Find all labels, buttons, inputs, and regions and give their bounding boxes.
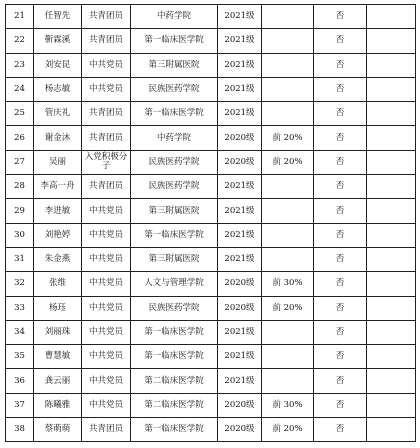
college-cell: 第三附属医院	[131, 199, 218, 223]
name-cell: 刘安昆	[34, 53, 82, 77]
name-cell: 朱金燕	[34, 247, 82, 271]
table-row	[6, 345, 416, 369]
rank-cell	[262, 77, 314, 101]
political-status-cell: 中共党员	[82, 247, 131, 271]
rank-cell	[262, 175, 314, 199]
row-number-cell: 37	[6, 393, 34, 417]
grade-cell: 2020级	[218, 150, 262, 174]
name-cell: 杨珏	[34, 296, 82, 320]
grade-cell: 2020级	[218, 418, 262, 442]
grade-cell: 2021级	[218, 29, 262, 53]
political-status-cell: 中共党员	[82, 345, 131, 369]
college-cell: 第三附属医院	[131, 247, 218, 271]
rank-cell	[262, 320, 314, 344]
row-number-cell: 26	[6, 126, 34, 150]
table-row	[6, 320, 416, 344]
grade-cell: 2021级	[218, 53, 262, 77]
row-number-cell: 28	[6, 175, 34, 199]
row-number-cell: 36	[6, 369, 34, 393]
grade-cell: 2021级	[218, 247, 262, 271]
ranked-cell: 否	[314, 150, 367, 174]
row-number-cell: 32	[6, 272, 34, 296]
rank-cell: 前 20%	[262, 126, 314, 150]
ranked-cell: 否	[314, 199, 367, 223]
political-status-cell: 共青团员	[82, 126, 131, 150]
rank-cell: 前 30%	[262, 393, 314, 417]
row-number-cell: 34	[6, 320, 34, 344]
table-row	[6, 272, 416, 296]
ranked-cell: 否	[314, 5, 367, 29]
college-cell: 人文与管理学院	[131, 272, 218, 296]
table-row	[6, 296, 416, 320]
row-number-cell: 27	[6, 150, 34, 174]
remarks-cell	[367, 223, 416, 247]
ranked-cell: 否	[314, 53, 367, 77]
college-cell: 第三附属医院	[131, 53, 218, 77]
college-cell: 第一临床医学院	[131, 418, 218, 442]
grade-cell: 2021级	[218, 5, 262, 29]
rank-cell	[262, 102, 314, 126]
college-cell: 第一临床医学院	[131, 29, 218, 53]
remarks-cell	[367, 369, 416, 393]
grade-cell: 2021级	[218, 77, 262, 101]
row-number-cell: 23	[6, 53, 34, 77]
college-cell: 第二临床医学院	[131, 393, 218, 417]
table-body	[6, 5, 416, 442]
grade-cell: 2021级	[218, 175, 262, 199]
row-number-cell: 22	[6, 29, 34, 53]
rank-cell	[262, 223, 314, 247]
rank-cell	[262, 345, 314, 369]
political-status-cell: 中共党员	[82, 369, 131, 393]
table-row	[6, 77, 416, 101]
college-cell: 民族医药学院	[131, 77, 218, 101]
rank-cell: 前 20%	[262, 296, 314, 320]
rank-cell	[262, 53, 314, 77]
rank-cell: 前 20%	[262, 150, 314, 174]
table-row	[6, 223, 416, 247]
ranked-cell: 否	[314, 369, 367, 393]
ranked-cell: 否	[314, 77, 367, 101]
name-cell: 谢金沐	[34, 126, 82, 150]
grade-cell: 2021级	[218, 223, 262, 247]
grade-cell: 2020级	[218, 126, 262, 150]
table-row	[6, 5, 416, 29]
rank-cell	[262, 369, 314, 393]
table-row	[6, 369, 416, 393]
remarks-cell	[367, 53, 416, 77]
ranked-cell: 否	[314, 296, 367, 320]
name-cell: 任智先	[34, 5, 82, 29]
table-row	[6, 199, 416, 223]
remarks-cell	[367, 247, 416, 271]
name-cell: 陈曦雅	[34, 393, 82, 417]
table-row	[6, 29, 416, 53]
remarks-cell	[367, 5, 416, 29]
college-cell: 中药学院	[131, 126, 218, 150]
ranked-cell: 否	[314, 345, 367, 369]
table-row	[6, 393, 416, 417]
ranked-cell: 否	[314, 247, 367, 271]
name-cell: 龚云丽	[34, 369, 82, 393]
table-row	[6, 175, 416, 199]
name-cell: 蔡萌萌	[34, 418, 82, 442]
college-cell: 第一临床医学院	[131, 320, 218, 344]
row-number-cell: 31	[6, 247, 34, 271]
rank-cell	[262, 5, 314, 29]
college-cell: 中药学院	[131, 5, 218, 29]
grade-cell: 2021级	[218, 102, 262, 126]
student-table	[5, 4, 416, 442]
name-cell: 杨志敏	[34, 77, 82, 101]
political-status-cell: 共青团员	[82, 102, 131, 126]
college-cell: 民族医药学院	[131, 175, 218, 199]
ranked-cell: 否	[314, 175, 367, 199]
name-cell: 管庆礼	[34, 102, 82, 126]
remarks-cell	[367, 296, 416, 320]
name-cell: 吴丽	[34, 150, 82, 174]
political-status-cell: 中共党员	[82, 296, 131, 320]
row-number-cell: 25	[6, 102, 34, 126]
row-number-cell: 35	[6, 345, 34, 369]
rank-cell	[262, 199, 314, 223]
college-cell: 民族医药学院	[131, 296, 218, 320]
remarks-cell	[367, 77, 416, 101]
ranked-cell: 否	[314, 126, 367, 150]
ranked-cell: 否	[314, 29, 367, 53]
political-status-cell: 共青团员	[82, 29, 131, 53]
ranked-cell: 否	[314, 393, 367, 417]
ranked-cell: 否	[314, 272, 367, 296]
remarks-cell	[367, 393, 416, 417]
table-row	[6, 247, 416, 271]
grade-cell: 2021级	[218, 345, 262, 369]
political-status-cell: 共青团员	[82, 418, 131, 442]
remarks-cell	[367, 199, 416, 223]
table-row	[6, 53, 416, 77]
political-status-cell: 中共党员	[82, 199, 131, 223]
political-status-cell: 中共党员	[82, 272, 131, 296]
row-number-cell: 33	[6, 296, 34, 320]
table-row	[6, 126, 416, 150]
table-row	[6, 418, 416, 442]
remarks-cell	[367, 29, 416, 53]
grade-cell: 2020级	[218, 272, 262, 296]
college-cell: 民族医药学院	[131, 150, 218, 174]
political-status-cell: 共青团员	[82, 175, 131, 199]
name-cell: 刘艳婷	[34, 223, 82, 247]
remarks-cell	[367, 102, 416, 126]
name-cell: 张维	[34, 272, 82, 296]
rank-cell: 前 20%	[262, 418, 314, 442]
table-row	[6, 150, 416, 174]
rank-cell	[262, 247, 314, 271]
name-cell: 刘丽珠	[34, 320, 82, 344]
political-status-cell: 入党积极分子	[82, 150, 131, 174]
rank-cell: 前 30%	[262, 272, 314, 296]
grade-cell: 2021级	[218, 199, 262, 223]
name-cell: 李进敏	[34, 199, 82, 223]
ranked-cell: 否	[314, 320, 367, 344]
grade-cell: 2021级	[218, 369, 262, 393]
political-status-cell: 中共党员	[82, 223, 131, 247]
row-number-cell: 30	[6, 223, 34, 247]
remarks-cell	[367, 320, 416, 344]
political-status-cell: 中共党员	[82, 77, 131, 101]
name-cell: 靳霖溪	[34, 29, 82, 53]
political-status-cell: 共青团员	[82, 5, 131, 29]
political-status-cell: 中共党员	[82, 320, 131, 344]
college-cell: 第一临床医学院	[131, 223, 218, 247]
ranked-cell: 否	[314, 102, 367, 126]
grade-cell: 2020级	[218, 296, 262, 320]
college-cell: 第二临床医学院	[131, 369, 218, 393]
remarks-cell	[367, 345, 416, 369]
college-cell: 第一临床医学院	[131, 102, 218, 126]
row-number-cell: 24	[6, 77, 34, 101]
political-status-cell: 中共党员	[82, 53, 131, 77]
remarks-cell	[367, 175, 416, 199]
row-number-cell: 29	[6, 199, 34, 223]
table-row	[6, 102, 416, 126]
row-number-cell: 38	[6, 418, 34, 442]
ranked-cell: 否	[314, 223, 367, 247]
row-number-cell: 21	[6, 5, 34, 29]
remarks-cell	[367, 418, 416, 442]
remarks-cell	[367, 272, 416, 296]
remarks-cell	[367, 150, 416, 174]
name-cell: 李高一舟	[34, 175, 82, 199]
grade-cell: 2021级	[218, 320, 262, 344]
grade-cell: 2020级	[218, 393, 262, 417]
ranked-cell: 否	[314, 418, 367, 442]
college-cell: 第一临床医学院	[131, 345, 218, 369]
rank-cell	[262, 29, 314, 53]
political-status-cell: 中共党员	[82, 393, 131, 417]
remarks-cell	[367, 126, 416, 150]
name-cell: 曹慧敏	[34, 345, 82, 369]
